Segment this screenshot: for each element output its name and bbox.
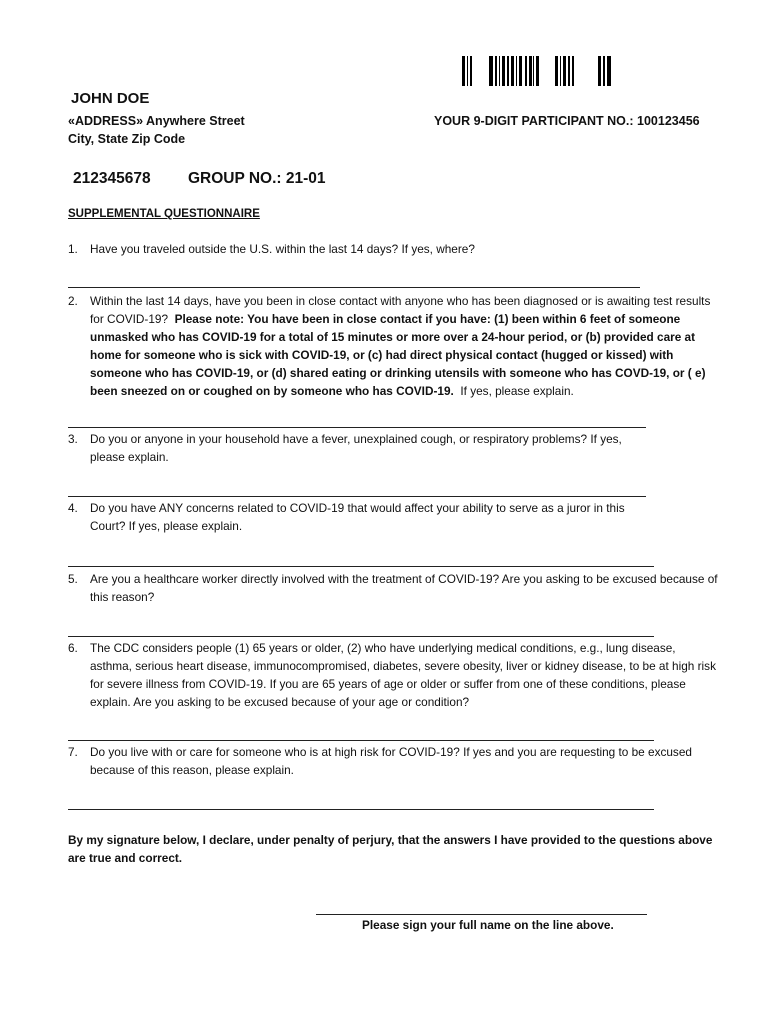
- signature-line[interactable]: [316, 914, 647, 915]
- address-line-1: «ADDRESS» Anywhere Street: [68, 114, 245, 128]
- signature-caption: Please sign your full name on the line above.: [362, 918, 614, 932]
- group-label: GROUP NO.:: [188, 170, 282, 187]
- question-text: Are you a healthcare worker directly involved with the treatment of COVID-19? Are you asking to be excused because of this reason?: [90, 572, 718, 604]
- question-text: [68, 292, 720, 400]
- recipient-name: JOHN DOE: [71, 90, 150, 107]
- group-number: 21-01: [285, 170, 326, 187]
- question-intro: Within the last 14 days, have you been in close contact with anyone who has been diagnosed or is awaiting test results for COVID-19?: [90, 294, 711, 326]
- answer-line-5[interactable]: [68, 636, 654, 637]
- participant-label: YOUR 9-DIGIT PARTICIPANT NO.:: [434, 114, 634, 128]
- participant-number: 100123456: [637, 114, 700, 128]
- participant-number-block: [434, 112, 700, 130]
- declaration-text: By my signature below, I declare, under penalty of perjury, that the answers I have provided to the questions above are true and correct.: [68, 833, 713, 865]
- question-note: Please note: You have been in close contact if you have: (1) been within 6 feet of someone unmasked who has COVID-19 for a total of 15 minutes or more over a 24-hour period, or (b) provided care at home for someone who is sick with COVID-19, or (c) had direct physical contact (hugged or kissed) with someone who has COVID-19, or (d) shared eating or drinking utensils with someone who has COVD-19, or ( e) been sneezed on or coughed on by someone who has COVID-19.: [90, 312, 706, 398]
- question-number: 6.: [68, 641, 78, 655]
- answer-line-4[interactable]: [68, 566, 654, 567]
- answer-line-3[interactable]: [68, 496, 646, 497]
- section-title: SUPPLEMENTAL QUESTIONNAIRE: [68, 208, 260, 220]
- question-number: 2.: [68, 294, 78, 308]
- question-text: The CDC considers people (1) 65 years or older, (2) who have underlying medical conditions, e.g., lung disease, asthma, serious heart disease, immunocompromised, diabetes, severe obesity, liver or kidney disease, to be at high risk for severe illness from COVID-19. If you are 65 years of age or older or suffer from one of these conditions, please explain. Are you asking to be excused because of your age or condition?: [90, 641, 716, 709]
- answer-line-1[interactable]: [68, 287, 640, 288]
- question-5: [68, 570, 720, 606]
- question-2: [68, 292, 720, 400]
- group-number-block: [188, 170, 326, 188]
- question-number: 3.: [68, 432, 78, 446]
- question-text: Do you live with or care for someone who is at high risk for COVID-19? If yes and you are requesting to be excused because of this reason, please explain.: [90, 745, 692, 777]
- id-number: 212345678: [73, 170, 151, 187]
- answer-line-7[interactable]: [68, 809, 654, 810]
- question-text: Do you or anyone in your household have a fever, unexplained cough, or respiratory problems? If yes, please explain.: [90, 432, 622, 464]
- question-3: [68, 430, 720, 466]
- question-number: 7.: [68, 745, 78, 759]
- question-1: [68, 240, 720, 258]
- question-7: [68, 743, 720, 779]
- question-6: [68, 639, 720, 711]
- address-line-2: City, State Zip Code: [68, 132, 186, 146]
- question-4: [68, 499, 720, 535]
- barcode: [462, 56, 614, 86]
- question-text: Do you have ANY concerns related to COVID-19 that would affect your ability to serve as a juror in this Court? If yes, please explain.: [90, 501, 625, 533]
- question-text: Have you traveled outside the U.S. within the last 14 days? If yes, where?: [90, 242, 475, 256]
- question-number: 5.: [68, 572, 78, 586]
- question-number: 4.: [68, 501, 78, 515]
- question-ending: If yes, please explain.: [460, 384, 574, 398]
- answer-line-2[interactable]: [68, 427, 646, 428]
- question-number: 1.: [68, 242, 78, 256]
- recipient-address: [68, 112, 245, 148]
- answer-line-6[interactable]: [68, 740, 654, 741]
